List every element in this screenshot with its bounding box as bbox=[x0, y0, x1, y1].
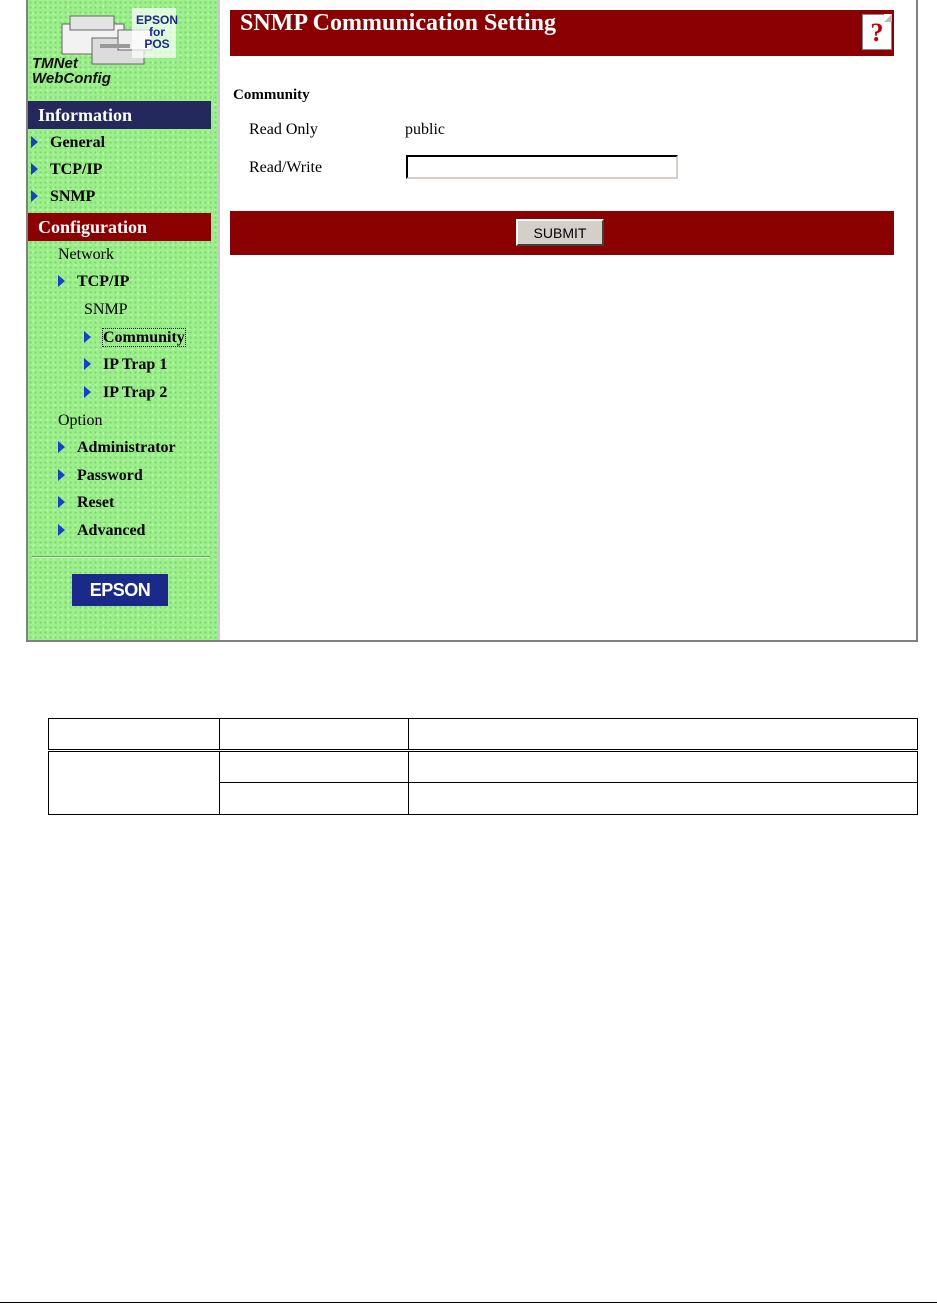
main-content bbox=[230, 0, 896, 640]
read-write-input[interactable] bbox=[406, 155, 678, 179]
arrow-right-icon bbox=[84, 358, 91, 370]
arrow-right-icon bbox=[31, 136, 38, 148]
table-cell bbox=[409, 751, 918, 783]
product-name: TMNet WebConfig bbox=[32, 55, 111, 87]
page-title: SNMP Communication Setting bbox=[240, 10, 557, 36]
read-only-value: public bbox=[405, 121, 445, 138]
sidebar-divider bbox=[32, 556, 210, 558]
nav-config-password[interactable]: Password bbox=[58, 465, 143, 487]
read-only-label: Read Only bbox=[249, 121, 318, 138]
nav-config-community[interactable]: Community bbox=[84, 327, 185, 349]
arrow-right-icon bbox=[84, 331, 91, 343]
title-bar bbox=[230, 10, 894, 56]
footer-rule bbox=[0, 1302, 937, 1303]
nav-config-ip-trap-2[interactable]: IP Trap 2 bbox=[84, 382, 167, 404]
read-write-label: Read/Write bbox=[249, 159, 323, 176]
nav-info-tcpip[interactable]: TCP/IP bbox=[31, 159, 102, 181]
nav-config-tcpip[interactable]: TCP/IP bbox=[58, 271, 129, 293]
table-header-row bbox=[49, 719, 918, 751]
snmp-group-label: SNMP bbox=[84, 301, 128, 318]
submit-bar bbox=[230, 211, 894, 255]
table-header-cell bbox=[220, 719, 409, 751]
epson-logo[interactable]: EPSON bbox=[72, 574, 168, 606]
browser-window bbox=[26, 0, 918, 642]
network-group-label: Network bbox=[58, 246, 114, 263]
arrow-right-icon bbox=[31, 163, 38, 175]
configuration-heading: Configuration bbox=[28, 213, 211, 241]
arrow-right-icon bbox=[58, 275, 65, 287]
arrow-right-icon bbox=[58, 469, 65, 481]
settings-table bbox=[48, 718, 918, 815]
arrow-right-icon bbox=[58, 496, 65, 508]
section-title-community: Community bbox=[233, 87, 310, 103]
option-group-label: Option bbox=[58, 412, 103, 429]
arrow-right-icon bbox=[31, 190, 38, 202]
nav-info-snmp[interactable]: SNMP bbox=[31, 186, 95, 208]
help-icon[interactable]: ? bbox=[862, 14, 892, 50]
nav-info-general[interactable]: General bbox=[31, 132, 105, 154]
arrow-right-icon bbox=[58, 524, 65, 536]
nav-config-advanced[interactable]: Advanced bbox=[58, 520, 145, 542]
arrow-right-icon bbox=[58, 441, 65, 453]
arrow-right-icon bbox=[84, 386, 91, 398]
sidebar bbox=[28, 0, 220, 640]
table-header-cell bbox=[409, 719, 918, 751]
table-row bbox=[49, 751, 918, 783]
submit-button[interactable]: SUBMIT bbox=[516, 219, 604, 246]
table-cell bbox=[220, 783, 409, 815]
tmnet-webconfig-logo bbox=[32, 4, 212, 94]
table-header-cell bbox=[49, 719, 220, 751]
nav-config-ip-trap-1[interactable]: IP Trap 1 bbox=[84, 354, 167, 376]
epson-for-pos-badge: EPSON for POS bbox=[136, 13, 179, 51]
nav-config-reset[interactable]: Reset bbox=[58, 492, 114, 514]
information-heading: Information bbox=[28, 101, 211, 129]
table-cell bbox=[49, 751, 220, 815]
table-cell bbox=[409, 783, 918, 815]
table-cell bbox=[220, 751, 409, 783]
nav-config-administrator[interactable]: Administrator bbox=[58, 437, 176, 459]
